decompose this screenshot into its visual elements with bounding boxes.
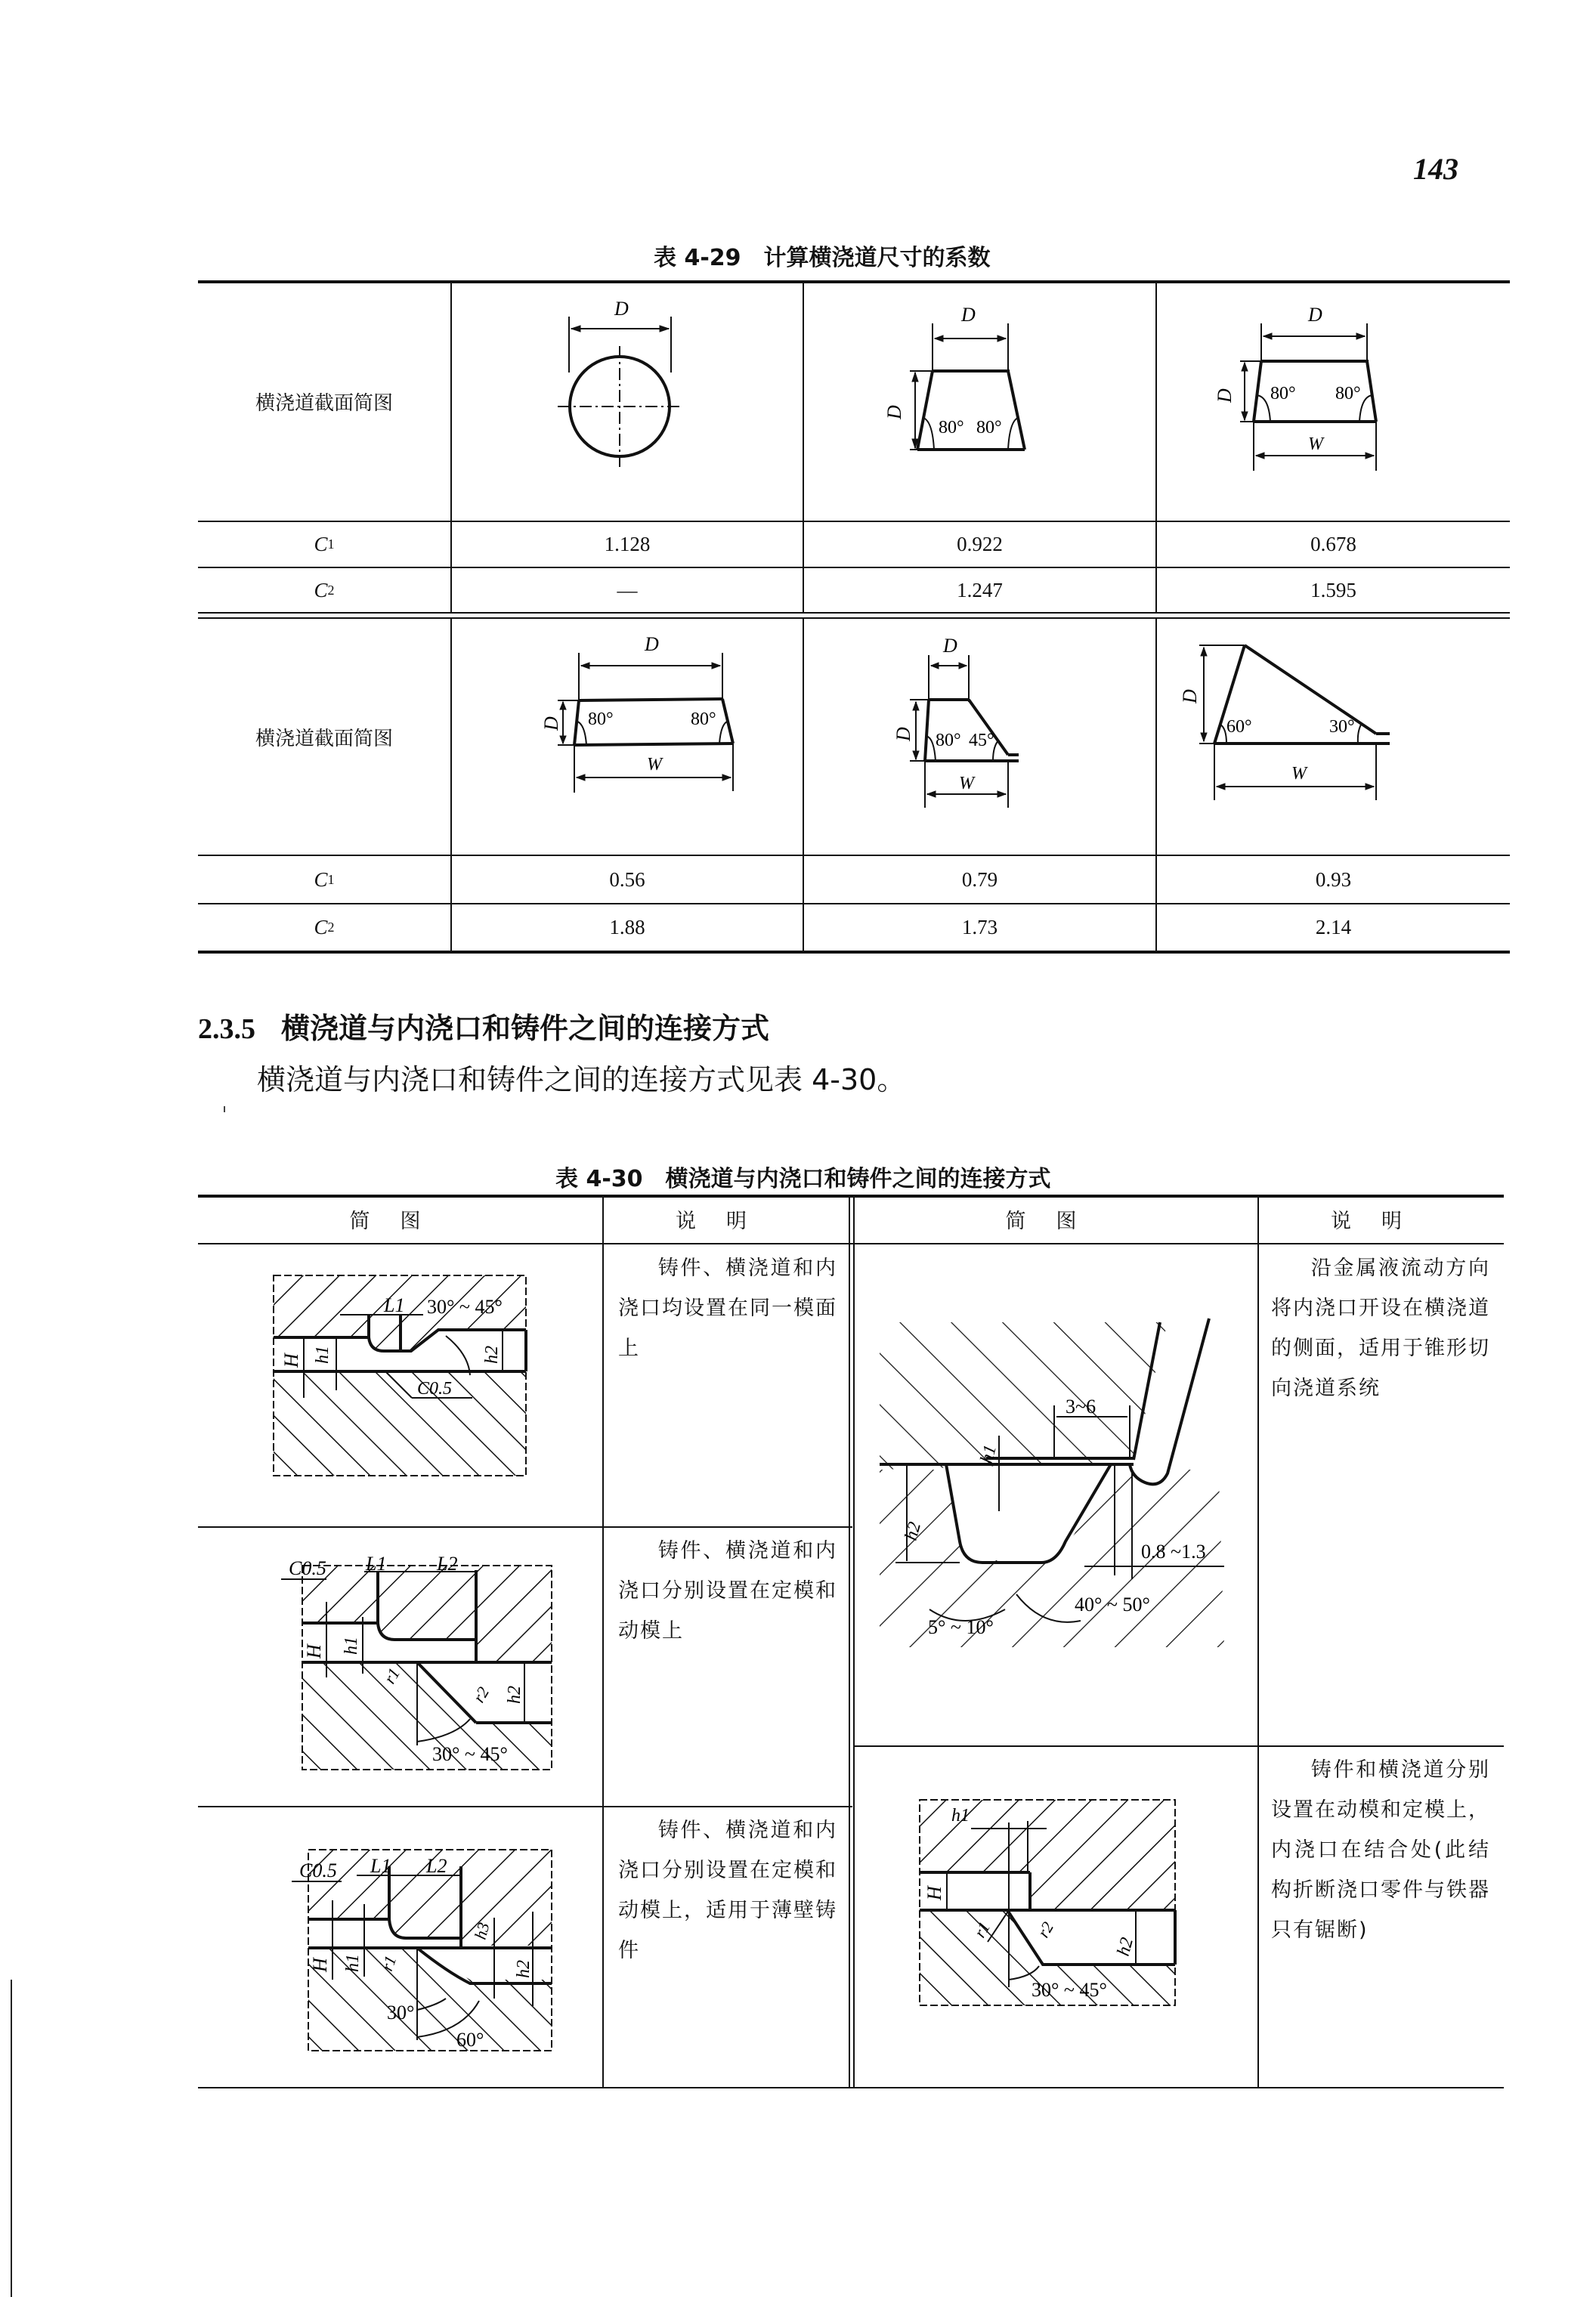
description-text: 铸件、横浇道和内浇口分别设置在定模和动模上，适用于薄壁铸件 [618, 1819, 837, 1962]
c1-value: 0.79 [961, 867, 998, 891]
label-r1: r1 [970, 1918, 994, 1941]
label-c05: C0.5 [417, 1379, 453, 1399]
label-c05: C0.5 [289, 1557, 326, 1579]
row-label-c2 [198, 904, 450, 951]
trapezoid-section-diagram [804, 282, 1155, 521]
c2-subscript: 2 [327, 582, 335, 598]
column-rule [853, 1196, 855, 2087]
c2-value: — [617, 578, 638, 601]
label-h1: h1 [342, 1637, 361, 1655]
header-diagram: 简图 [349, 1210, 451, 1233]
c1-value: 1.128 [604, 533, 651, 555]
c1-value: 0.922 [957, 533, 1003, 555]
label-d: D [883, 405, 905, 419]
label-range: 0.8 ~1.3 [1141, 1541, 1206, 1563]
label-angle-range: 30° ~ 45° [432, 1743, 508, 1765]
label-angle: 80° [1335, 384, 1361, 403]
label-angle: 80° [691, 710, 716, 729]
scan-margin-line [11, 1980, 12, 2297]
label-w: W [1308, 434, 1323, 454]
label-angle: 80° [936, 731, 961, 750]
label-h: H [303, 1644, 325, 1659]
label-h: H [280, 1353, 302, 1368]
label-angle-range: 30° ~ 45° [427, 1296, 503, 1318]
label-angle-range: 30° ~ 45° [1032, 1979, 1107, 2001]
c1-subscript: 1 [327, 871, 335, 887]
label-angle: 80° [1270, 384, 1296, 403]
label-angle: 80° [976, 418, 1002, 437]
table-rule [198, 612, 1510, 614]
label-h2: h2 [482, 1346, 502, 1364]
row-description [618, 1248, 837, 1368]
label-h1: h1 [313, 1346, 332, 1364]
label-d: D [1308, 304, 1322, 326]
row-label-c2 [198, 568, 450, 612]
label-l2: L2 [437, 1553, 458, 1575]
row-description [1271, 1248, 1490, 1408]
table-4-30-caption: 表 4-30 横浇道与内浇口和铸件之间的连接方式 [555, 1166, 1051, 1192]
section-title: 横浇道与内浇口和铸件之间的连接方式 [281, 1012, 770, 1045]
c2-symbol: C [314, 916, 328, 938]
c1-symbol: C [314, 533, 328, 555]
label-h: H [309, 1958, 331, 1972]
table-rule [198, 2087, 1504, 2088]
label-c05: C0.5 [299, 1860, 337, 1881]
description-text: 铸件、横浇道和内浇口均设置在同一模面上 [618, 1257, 837, 1360]
section-body: 横浇道与内浇口和铸件之间的连接方式见表 4-30。 [257, 1063, 906, 1096]
label-angle: 60° [456, 2029, 484, 2051]
label-w: W [1291, 764, 1307, 784]
table-rule [198, 1526, 852, 1528]
row-label-section: 横浇道截面简图 [255, 727, 393, 750]
label-angle: 80° [939, 418, 964, 437]
label-l1: L1 [366, 1553, 387, 1575]
table-4-29-caption: 表 4-29 计算横浇道尺寸的系数 [654, 245, 991, 271]
label-r2: r2 [1033, 1918, 1058, 1941]
header-description: 说明 [676, 1210, 777, 1233]
label-h1: h1 [951, 1806, 970, 1826]
c2-value: 1.595 [1310, 578, 1356, 601]
label-h3: h3 [470, 1920, 493, 1942]
gating-diagram-parting-line [918, 1791, 1183, 2017]
header-diagram: 简图 [1005, 1210, 1107, 1233]
label-r1: r1 [377, 1952, 401, 1974]
c2-subscript: 2 [327, 920, 335, 935]
margin-mark [224, 1106, 225, 1112]
c2-value: 1.88 [609, 916, 645, 938]
table-rule [198, 951, 1510, 954]
page-number: 143 [1413, 152, 1458, 186]
gating-diagram-tangential [861, 1285, 1254, 1647]
description-text: 铸件、横浇道和内浇口分别设置在定模和动模上 [618, 1539, 837, 1643]
gating-diagram-thin-wall [281, 1829, 553, 2055]
triangle-section-diagram [1157, 619, 1510, 855]
label-angle-range: 40° ~ 50° [1075, 1594, 1150, 1615]
label-angle: 80° [588, 710, 614, 729]
label-l1: L1 [384, 1294, 405, 1316]
label-h2: h2 [505, 1686, 524, 1704]
c2-value: 2.14 [1315, 916, 1352, 938]
table-rule [198, 1243, 1504, 1244]
c2-value: 1.73 [961, 916, 998, 938]
description-text: 铸件和横浇道分别设置在动模和定模上，内浇口在结合处(此结构折断浇口零件与铁器只有锯断) [1271, 1758, 1490, 1942]
label-h2: h2 [514, 1960, 534, 1978]
label-angle-range: 5° ~ 10° [928, 1616, 994, 1638]
label-h2: h2 [901, 1519, 926, 1543]
section-number: 2.3.5 [198, 1013, 255, 1045]
column-rule [602, 1196, 604, 2087]
c1-subscript: 1 [327, 536, 335, 552]
row-label-section: 横浇道截面简图 [255, 391, 393, 415]
column-rule [849, 1196, 850, 2087]
label-angle: 60° [1226, 717, 1252, 737]
label-d: D [540, 716, 562, 731]
row-description [1271, 1750, 1490, 1950]
label-h2: h2 [1113, 1935, 1138, 1958]
label-h1: h1 [976, 1442, 1001, 1466]
row-description [618, 1810, 837, 1971]
row-description [618, 1531, 837, 1651]
table-rule [198, 1806, 852, 1807]
label-w: W [959, 774, 974, 793]
label-l1: L1 [370, 1855, 391, 1877]
table-rule [855, 1745, 1504, 1747]
section-heading [198, 1005, 769, 1046]
gating-diagram-split-mold [281, 1549, 553, 1776]
label-angle: 30° [1329, 717, 1355, 737]
wide-trapezoid-section-diagram [452, 619, 803, 855]
label-d: D [1179, 689, 1201, 703]
label-h: H [923, 1886, 945, 1900]
trapezoid-45-section-diagram [804, 619, 1155, 855]
label-d: D [1214, 388, 1236, 403]
label-h1: h1 [343, 1954, 363, 1972]
label-w: W [647, 755, 662, 774]
label-l2: L2 [426, 1855, 447, 1877]
label-r2: r2 [469, 1683, 493, 1706]
label-d: D [645, 633, 659, 655]
label-range: 3~6 [1066, 1396, 1096, 1417]
description-text: 沿金属液流动方向将内浇口开设在横浇道的侧面，适用于锥形切向浇道系统 [1271, 1257, 1490, 1400]
c2-value: 1.247 [957, 578, 1003, 601]
label-r1: r1 [379, 1665, 404, 1687]
c2-symbol: C [314, 578, 328, 601]
label-angle: 45° [969, 731, 994, 750]
header-description: 说明 [1331, 1210, 1432, 1233]
c1-value: 0.56 [609, 867, 645, 891]
row-label-c1 [198, 856, 450, 903]
wide-trapezoid-section-diagram [1157, 282, 1510, 521]
label-d: D [943, 635, 957, 657]
label-d: D [614, 298, 629, 320]
c1-value: 0.678 [1310, 533, 1356, 555]
label-d: D [892, 727, 914, 741]
gating-diagram-same-face [272, 1269, 529, 1489]
c1-value: 0.93 [1315, 867, 1352, 891]
c1-symbol: C [314, 867, 328, 891]
label-angle: 30° [387, 2002, 415, 2023]
circle-section-diagram [452, 282, 803, 521]
column-rule [1257, 1196, 1259, 2087]
label-d: D [961, 304, 976, 326]
row-label-c1 [198, 522, 450, 567]
